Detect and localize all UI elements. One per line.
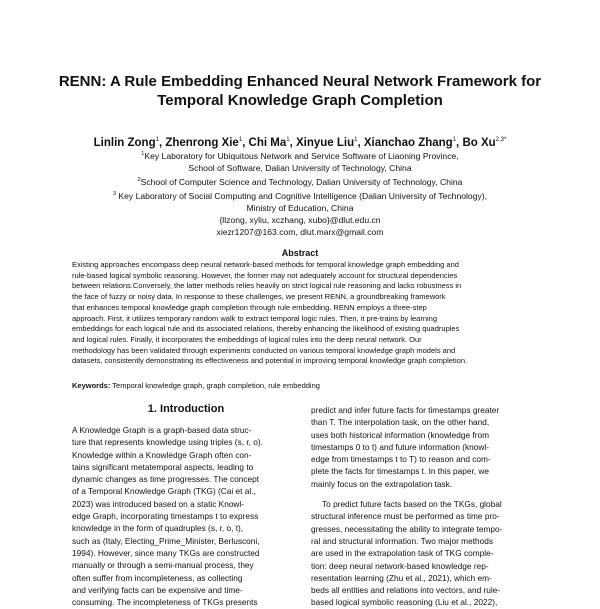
affiliation-2-line-1 [40, 174, 560, 188]
affil-mark: 3 [112, 190, 117, 197]
abstract-line: that enhances temporal knowledge graph completion through rule embedding. RENN employs a three-step [72, 302, 427, 312]
affil-mark: 2 [137, 176, 141, 183]
text-line: timestamps 0 to t) and future information (knowl- [311, 441, 489, 452]
author-affil-mark: 1 [354, 137, 358, 143]
text-line: Knowledge within a Knowledge Graph often con- [72, 449, 252, 460]
keywords [72, 381, 320, 390]
author-affil-mark: 1 [155, 137, 159, 143]
author-name: Xianchao Zhang [363, 136, 453, 149]
abstract-line: approach. First, it utilizes temporary random walk to extract temporal logic rules. Then, it pre-trains by learning [72, 313, 438, 323]
affil-text: Key Laboratory for Ubiquitous Network and Service Software of Liaoning Province, [144, 150, 459, 161]
abstract-line: and logical rules. Finally, it incorporates the embeddings of logical rules into the deep neural network. Our [72, 334, 422, 344]
text-line: edge Graph, incorporating timestamps t to express [72, 511, 259, 522]
text-line: consuming. The incompleteness of TKGs presents [72, 597, 258, 608]
text-line: edge from timestamps t to T) to reason and com- [311, 454, 491, 465]
keywords-label: Keywords: [72, 381, 111, 390]
text-line: ture that represents knowledge using triples (s, r, o). [72, 437, 263, 448]
right-column-text [311, 404, 533, 609]
text-line: beds all entities and relations into vectors, and rule- [311, 585, 501, 596]
text-line: tion: deep neural network-based knowledge rep- [311, 560, 489, 571]
abstract-body [72, 260, 530, 367]
text-line: resentation learning (Zhu et al., 2021), which em- [311, 572, 492, 583]
abstract-heading: Abstract [281, 248, 319, 258]
text-line: are used in the extrapolation task of TKG comple- [311, 548, 494, 559]
text-line: manually or through a semi-manual process, they [72, 560, 254, 571]
author-affil-mark: 1 [286, 137, 290, 143]
title-line-1: RENN: A Rule Embedding Enhanced Neural Network Framework for [58, 73, 542, 90]
author-name: Linlin Zong [93, 136, 156, 149]
text-line: dynamic changes as time progresses. The concept [72, 474, 260, 485]
email-line-2: xiezr1207@163.com, dlut.marx@gmail.com [216, 226, 384, 237]
text-line: structural inference must be performed as time pro- [311, 511, 500, 522]
affiliation-1-line-1 [40, 148, 560, 162]
text-line: To predict future facts based on the TKGs, global [322, 499, 502, 510]
abstract-line: between relations.Conversely, the latter methods relies heavily on strict logical rule reasoning and lacks robustness in [72, 281, 462, 291]
text-line: and verifying facts can be expensive and time- [72, 584, 243, 595]
text-line: of a Temporal Knowledge Graph (TKG) (Cai et al., [72, 486, 256, 497]
title-line-2: Temporal Knowledge Graph Completion [157, 92, 443, 109]
text-line: often suffer from incompleteness, as collecting [72, 572, 243, 583]
abstract-line: embeddings for each logical rule and its associated relations, thereby enhancing the likelihood of existing quadruples [72, 324, 460, 334]
abstract-line: datasets, consistently demonstrating its effectiveness and potential in improving temporal knowledge graph completion. [72, 356, 468, 366]
text-line: tains significant metatemporal aspects, leading to [72, 461, 254, 472]
author-affil-mark: 1 [238, 137, 243, 143]
text-line: based logical symbolic reasoning (Liu et al., 2022), [311, 597, 498, 608]
text-line: ral and structural information. Two major methods [311, 535, 493, 546]
author-name: Bo Xu [462, 136, 496, 149]
affil-text: School of Computer Science and Technology, Dalian University of Technology, China [140, 176, 463, 187]
text-line: mainly focus on the extrapolation task. [311, 478, 453, 489]
abstract-line: Existing approaches encompass deep neural network-based methods for temporal knowledge graph embedding and [72, 260, 459, 269]
affiliation-3-line-2: Ministry of Education, China [246, 202, 354, 213]
abstract-line: methodology has been validated through experiments conducted on various temporal knowledge graph models and [72, 345, 456, 355]
author-name: Chi Ma [248, 136, 287, 149]
author-name: Xinyue Liu [295, 136, 355, 149]
paragraph-gap [311, 490, 533, 498]
author-affil-mark: 2,3* [495, 137, 507, 143]
text-line: A Knowledge Graph is a graph-based data struc- [72, 425, 252, 435]
author-name: Zhenrong Xie [165, 136, 239, 149]
affiliations [40, 148, 560, 238]
affil-text: Key Laboratory of Social Computing and Cognitive Intelligence (Dalian University of Technology), [118, 190, 488, 201]
text-line: knowledge in the form of quadruples (s, r, o, t), [72, 523, 244, 534]
text-line: 1994). However, since many TKGs are constructed [72, 547, 260, 558]
author-affil-mark: 1 [452, 137, 457, 143]
abstract-line: rule-based logical symbolic reasoning. However, the former may not adequately account for structural dependencies [72, 270, 458, 280]
email-line-1: {llzong, xyliu, xczhang, xubo}@dlut.edu.cn [219, 214, 381, 225]
keywords-text: Temporal knowledge graph, graph completion, rule embedding [112, 381, 320, 390]
author-list: Linlin Zong$^1$, Zhenrong Xie$^1$, Chi Ma$^1$, Xinyue Liu$^1$, Xianchao Zhang$^1$, Bo $Xu^{2,3*}$ [93, 136, 507, 149]
affiliation-3-line-1 [40, 188, 560, 202]
affil-mark: 1 [141, 151, 145, 157]
text-line: gresses, necessitating the ability to integrate tempo- [311, 523, 503, 534]
text-line: than T. The interpolation task, on the other hand, [311, 417, 490, 428]
section-heading-introduction: 1. Introduction [147, 403, 225, 415]
text-line: such as (Italy, Electing_Prime_Minister, Berlusconi, [72, 535, 260, 546]
affiliation-1-line-2: School of Software, Dalian University of Technology, China [188, 162, 412, 173]
left-column-text [72, 424, 304, 608]
text-line: predict and infer future facts for timestamps greater [311, 405, 500, 415]
text-line: 2023) was introduced based on a static Knowl- [72, 498, 245, 509]
text-line: plete the facts for timestamps t. In this paper, we [311, 466, 490, 477]
text-line: uses both historical information (knowledge from [311, 429, 490, 440]
paper-title [40, 72, 560, 110]
abstract-line: the face of fuzzy or noisy data. In response to these challenges, we present RENN, a groundbreaking framework [72, 292, 446, 302]
